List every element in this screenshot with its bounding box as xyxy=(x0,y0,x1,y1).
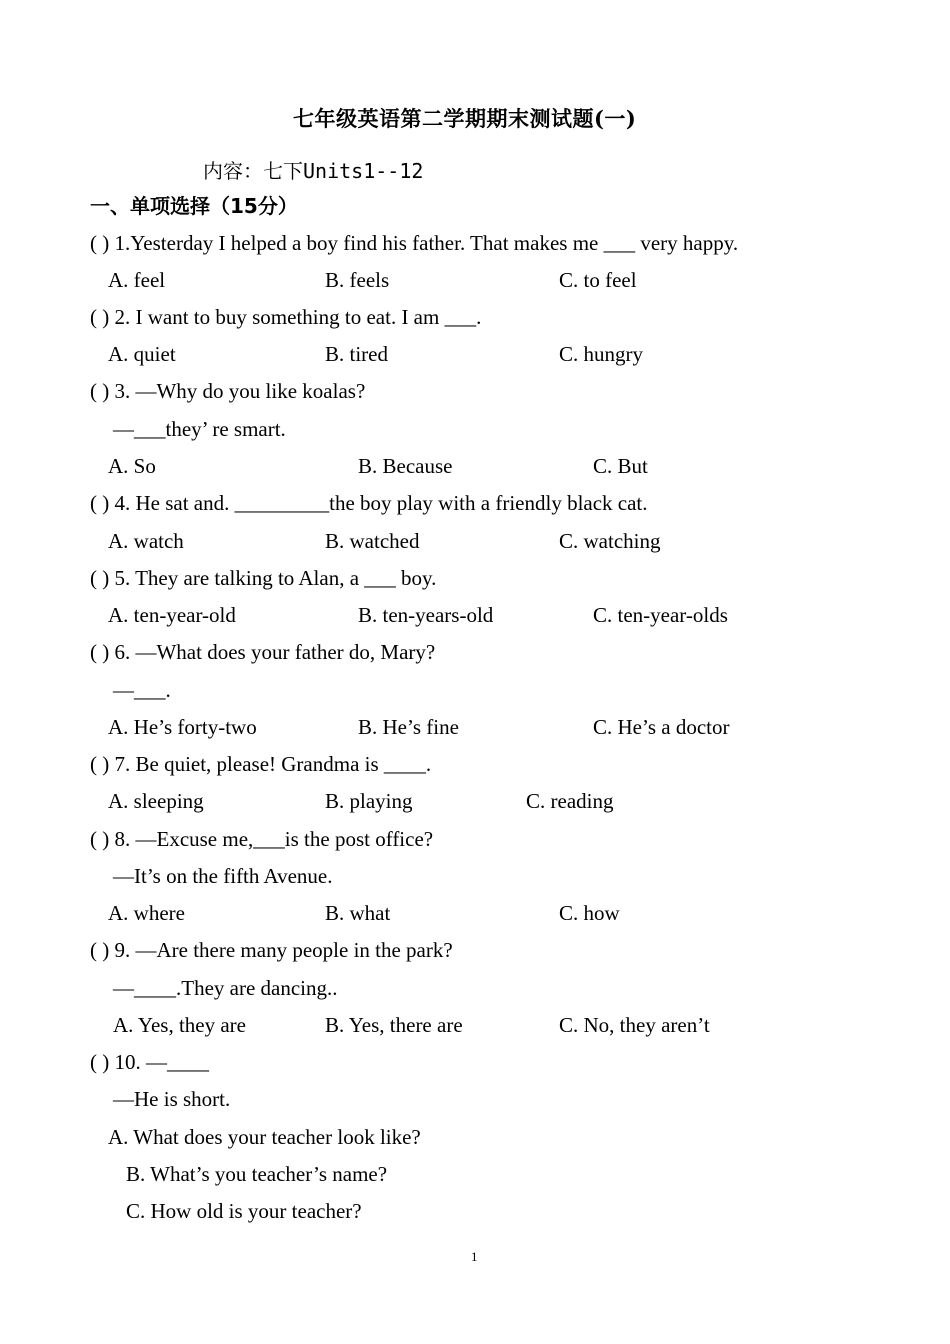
question-reply: —____.They are dancing.. xyxy=(113,976,338,1000)
question-reply: —___. xyxy=(113,678,171,702)
option-b: B. tired xyxy=(325,342,388,366)
option-b: B. feels xyxy=(325,268,390,292)
option-c: C. watching xyxy=(559,529,661,553)
option-b: B. ten-years-old xyxy=(358,603,494,627)
question-stem: ( ) 2. I want to buy something to eat. I am ___. xyxy=(90,305,482,329)
option-c: C. He’s a doctor xyxy=(593,715,730,739)
option-c: C. hungry xyxy=(559,342,643,366)
option-c: C. ten-year-olds xyxy=(593,603,728,627)
option-a: A. quiet xyxy=(108,342,176,366)
content-scope: 内容：七下Units1--12 xyxy=(203,159,424,183)
option-a: A. What does your teacher look like? xyxy=(108,1125,421,1149)
option-a: A. Yes, they are xyxy=(113,1013,246,1037)
page-title: 七年级英语第二学期期末测试题(一) xyxy=(293,106,637,131)
question-reply: —It’s on the fifth Avenue. xyxy=(113,864,333,888)
question-stem: ( ) 9. —Are there many people in the park? xyxy=(90,938,453,962)
page-number: 1 xyxy=(471,1249,478,1264)
option-a: A. So xyxy=(108,454,156,478)
option-a: A. He’s forty-two xyxy=(108,715,257,739)
option-b: B. Because xyxy=(358,454,453,478)
option-c: C. How old is your teacher? xyxy=(126,1199,362,1223)
option-c: C. how xyxy=(559,901,620,925)
question-reply: —___they’ re smart. xyxy=(113,417,286,441)
question-stem: ( ) 5. They are talking to Alan, a ___ boy. xyxy=(90,566,437,590)
question-stem: ( ) 10. —____ xyxy=(90,1050,209,1074)
question-stem: ( ) 4. He sat and. _________the boy play with a friendly black cat. xyxy=(90,491,648,515)
option-b: B. What’s you teacher’s name? xyxy=(126,1162,388,1186)
option-b: B. watched xyxy=(325,529,420,553)
question-stem: ( ) 8. —Excuse me,___is the post office? xyxy=(90,827,434,851)
option-a: A. ten-year-old xyxy=(108,603,236,627)
question-stem: ( ) 1.Yesterday I helped a boy find his father. That makes me ___ very happy. xyxy=(90,231,739,255)
option-a: A. sleeping xyxy=(108,789,204,813)
option-b: B. He’s fine xyxy=(358,715,459,739)
question-reply: —He is short. xyxy=(113,1087,231,1111)
option-c: C. reading xyxy=(526,789,614,813)
question-stem: ( ) 3. —Why do you like koalas? xyxy=(90,379,366,403)
option-b: B. playing xyxy=(325,789,413,813)
section-heading: 一、单项选择（15分） xyxy=(90,194,298,218)
question-stem: ( ) 7. Be quiet, please! Grandma is ____. xyxy=(90,752,432,776)
option-b: B. what xyxy=(325,901,391,925)
option-a: A. watch xyxy=(108,529,184,553)
option-b: B. Yes, there are xyxy=(325,1013,463,1037)
option-c: C. But xyxy=(593,454,648,478)
option-a: A. where xyxy=(108,901,185,925)
question-stem: ( ) 6. —What does your father do, Mary? xyxy=(90,640,436,664)
option-a: A. feel xyxy=(108,268,166,292)
option-c: C. No, they aren’t xyxy=(559,1013,710,1037)
option-c: C. to feel xyxy=(559,268,637,292)
